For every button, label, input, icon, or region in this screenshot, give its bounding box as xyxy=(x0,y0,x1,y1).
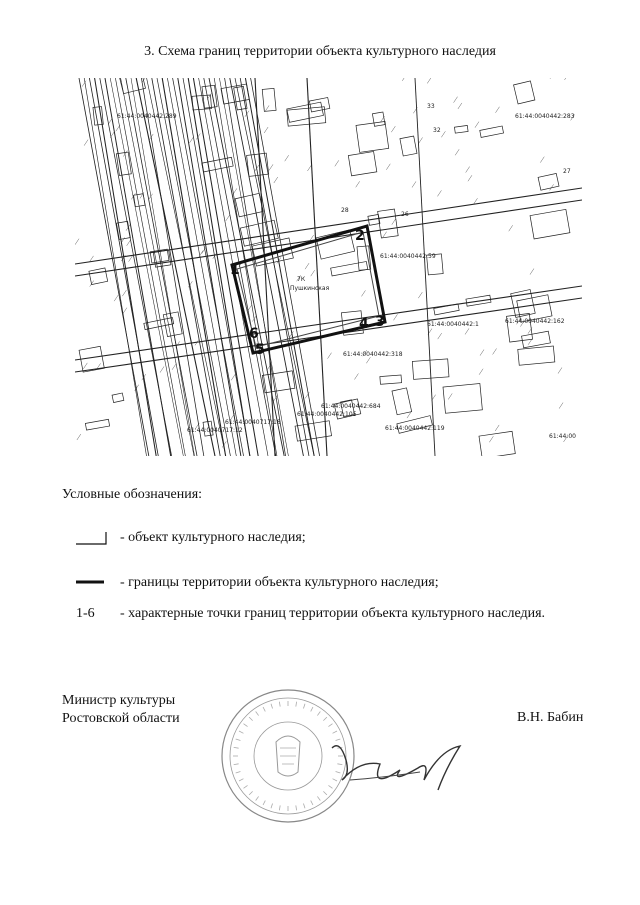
cadastral-label: 61:44:0040442:684 xyxy=(321,403,381,410)
legend-item-points xyxy=(62,604,622,626)
legend-symbol-text: 1-6 xyxy=(76,606,95,621)
cadastral-label: 61:44:0040717:12 xyxy=(187,427,243,434)
object-outline-icon xyxy=(62,528,120,550)
cadastral-label: 61:44:0040442:162 xyxy=(505,318,565,325)
map-feature-label: 27 xyxy=(563,168,571,175)
map-feature-label: 26 xyxy=(401,211,409,218)
cadastral-label: 61:44:0040442:119 xyxy=(385,425,445,432)
map-feature-label: 32 xyxy=(433,127,441,134)
map-feature-label: 33 xyxy=(427,103,435,110)
boundary-point-3: 3 xyxy=(375,314,385,330)
handwritten-signature-icon xyxy=(320,720,480,810)
cadastral-label: 61:44:0040442:105 xyxy=(297,411,357,418)
legend-title: Условные обозначения: xyxy=(62,487,203,502)
cadastral-map xyxy=(75,78,582,456)
cadastral-label: 61:44:0040717:18 xyxy=(225,419,281,426)
page-title: 3. Схема границ территории объекта культурного наследия xyxy=(144,44,496,59)
cadastral-label: 61:44:0040442:1 xyxy=(427,321,479,328)
cadastral-label: 61:44:0040442:289 xyxy=(117,113,177,120)
map-feature-label: 7К xyxy=(297,276,306,283)
signatory-name: В.Н. Бабин xyxy=(517,710,584,725)
boundary-point-4: 4 xyxy=(359,316,369,332)
cadastral-label: 61:44:0040442:59 xyxy=(380,253,436,260)
boundary-point-5: 5 xyxy=(255,342,265,358)
boundary-point-6: 6 xyxy=(249,326,259,342)
position-line-1: Министр культуры xyxy=(62,693,176,708)
thick-line-icon xyxy=(62,573,120,595)
legend-item-text: - границы территории объекта культурного наследия; xyxy=(120,575,439,590)
legend-item-text: - объект культурного наследия; xyxy=(120,530,306,545)
legend-item-boundary xyxy=(62,573,622,595)
boundary-point-1: 1 xyxy=(230,262,240,278)
cadastral-label: 61:44:0040442:318 xyxy=(343,351,403,358)
boundary-point-2: 2 xyxy=(355,228,365,244)
map-feature-label: 28 xyxy=(341,207,349,214)
position-line-2: Ростовской области xyxy=(62,711,180,726)
signatory-position xyxy=(62,692,180,728)
map-feature-label: Пушкинская xyxy=(290,285,330,292)
cadastral-label: 61:44:00 xyxy=(549,433,576,440)
legend-item-text: - характерные точки границ территории объекта культурного наследия. xyxy=(120,606,546,621)
legend-item-object xyxy=(62,528,622,550)
cadastral-label: 61:44:0040442:283 xyxy=(515,113,575,120)
